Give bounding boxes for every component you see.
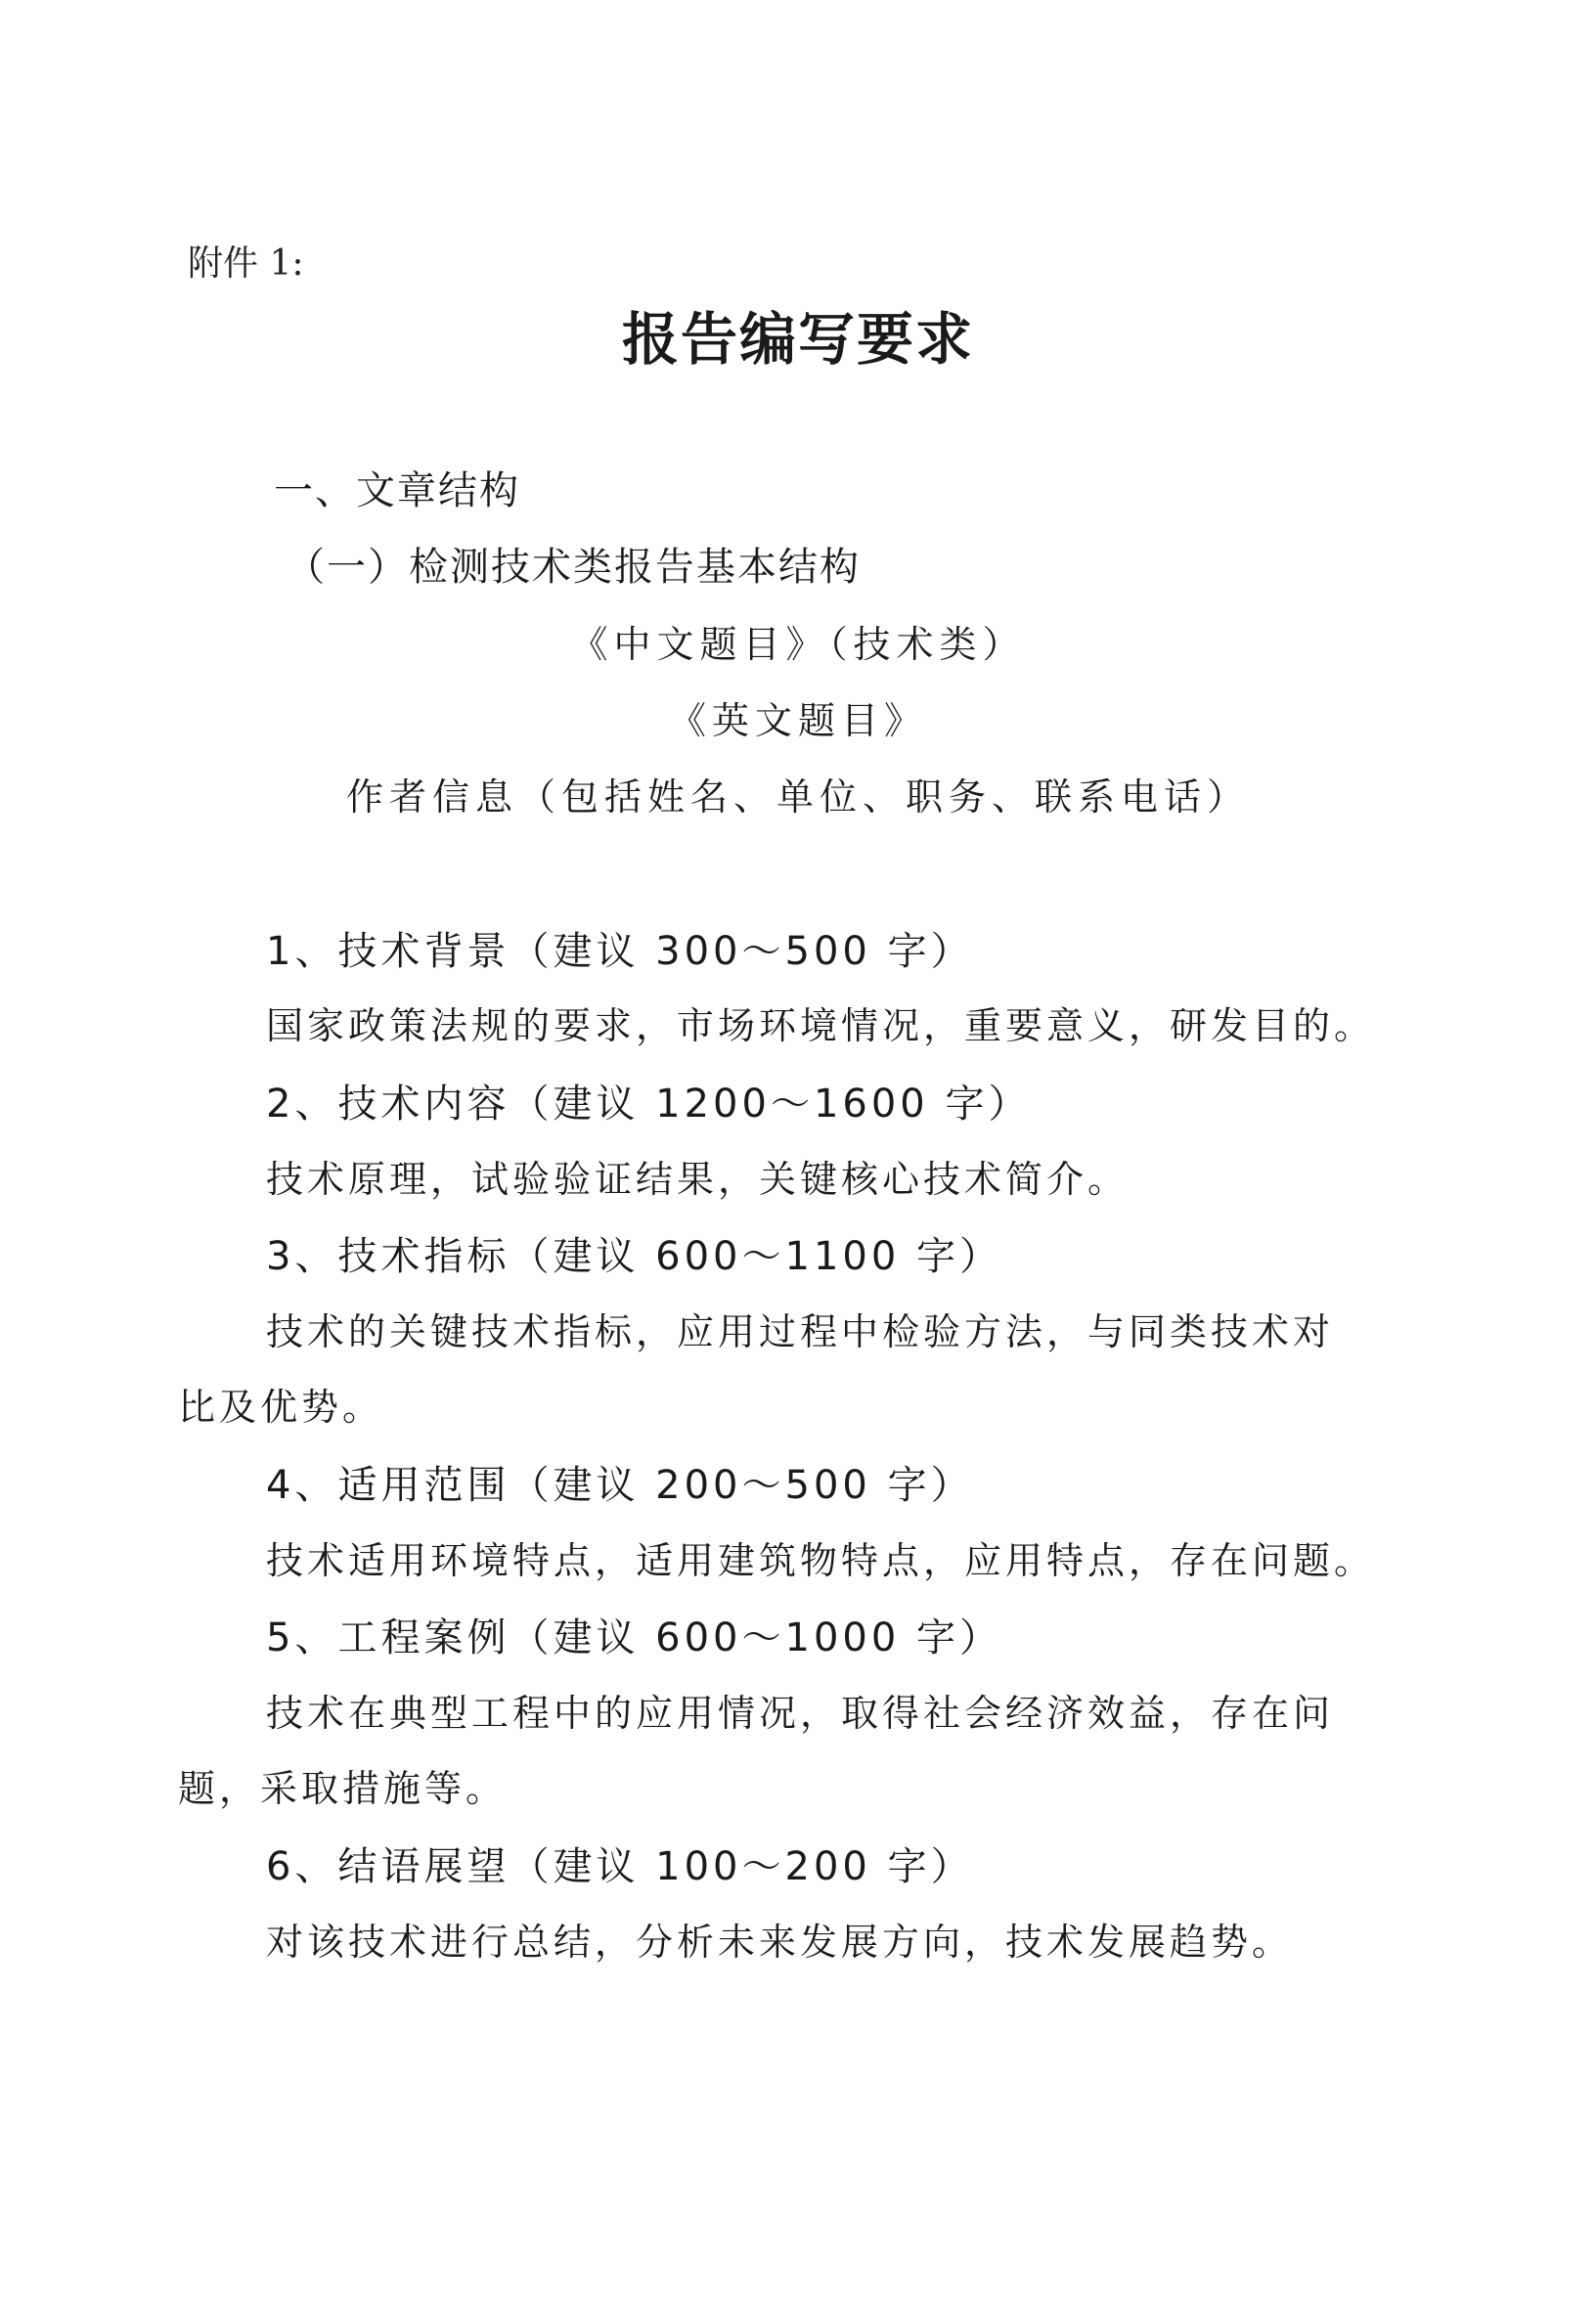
chinese-title-line: 《中文题目》（技术类） (570, 623, 1026, 666)
section-6-heading: 6、结语展望（建议 100～200 字） (266, 1844, 974, 1889)
section-1-heading: 1、技术背景（建议 300～500 字） (266, 929, 974, 974)
section-2-heading: 2、技术内容（建议 1200～1600 字） (266, 1082, 1032, 1127)
section-2-body: 技术原理，试验验证结果，关键核心技术简介。 (266, 1158, 1130, 1201)
section-1-body: 国家政策法规的要求，市场环境情况，重要意义，研发目的。 (266, 1004, 1376, 1047)
section-5-body-line-1: 技术在典型工程中的应用情况，取得社会经济效益，存在问 (266, 1692, 1335, 1735)
subsection-heading-basic-structure: （一）检测技术类报告基本结构 (286, 545, 861, 590)
section-3-body-line-2: 比及优势。 (178, 1386, 384, 1429)
section-5-heading: 5、工程案例（建议 600～1000 字） (266, 1615, 1003, 1660)
document-title: 报告编写要求 (621, 306, 974, 373)
english-title-line: 《英文题目》 (668, 699, 927, 742)
section-4-body: 技术适用环境特点，适用建筑物特点，应用特点，存在问题。 (266, 1539, 1376, 1582)
section-3-heading: 3、技术指标（建议 600～1100 字） (266, 1234, 1003, 1279)
section-heading-article-structure: 一、文章结构 (274, 468, 520, 513)
section-4-heading: 4、适用范围（建议 200～500 字） (266, 1463, 974, 1508)
attachment-label: 附件 1: (188, 243, 304, 284)
section-3-body-line-1: 技术的关键技术指标，应用过程中检验方法，与同类技术对 (266, 1310, 1335, 1353)
author-info-line: 作者信息（包括姓名、单位、职务、联系电话） (345, 775, 1250, 818)
section-5-body-line-2: 题，采取措施等。 (178, 1767, 508, 1810)
section-6-body: 对该技术进行总结，分析未来发展方向，技术发展趋势。 (266, 1921, 1294, 1964)
